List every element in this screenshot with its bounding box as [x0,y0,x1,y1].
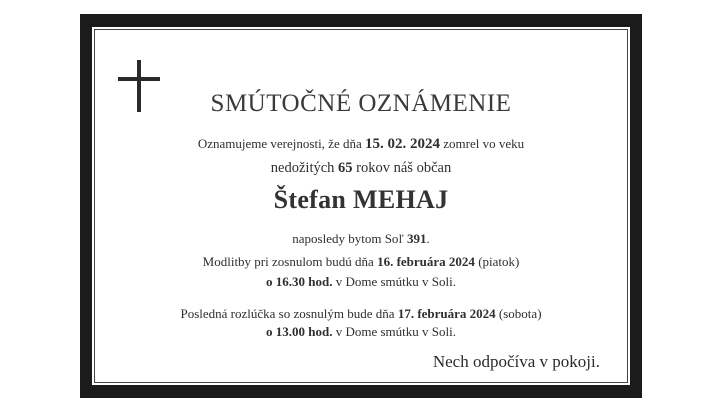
notice-card [92,27,630,385]
prayers-line [92,254,630,270]
notice-title: SMÚTOČNÉ OZNÁMENIE [210,90,512,117]
prayers-place: v Dome smútku v Soli. [332,274,456,289]
farewell-text: Posledná rozlúčka so zosnulým bude dňa [180,306,398,321]
house-number: 391 [406,231,427,246]
age-line [92,160,630,177]
farewell-line [92,306,630,322]
prayers-time-line [92,274,630,290]
farewell-place: v Dome smútku v Soli. [332,324,456,339]
intro-text: Oznamujeme verejnosti, že dňa [197,136,365,151]
age-text-end: rokov náš občan [352,160,452,176]
prayers-time: o 16.30 hod. [266,274,333,289]
residence-end: . [426,231,430,246]
farewell-day: (sobota) [495,306,542,321]
residence-text: naposledy bytom Soľ [292,231,407,246]
mourning-frame [80,14,642,398]
age-value: 65 [338,160,353,176]
prayers-date: 16. februára 2024 [377,254,475,269]
death-date: 15. 02. 2024 [365,136,440,152]
farewell-time-line [92,324,630,340]
intro-text-end: zomrel vo veku [440,136,525,151]
farewell-time: o 13.00 hod. [266,324,333,339]
intro-line [92,136,630,153]
prayers-text: Modlitby pri zosnulom budú dňa [202,254,378,269]
farewell-date: 17. februára 2024 [397,306,496,321]
prayers-day: (piatok) [474,254,520,269]
age-text: nedožitých [270,160,339,176]
closing-line: Nech odpočíva v pokoji. [432,352,600,371]
residence-line [92,231,630,247]
deceased-name: Štefan MEHAJ [273,185,449,214]
